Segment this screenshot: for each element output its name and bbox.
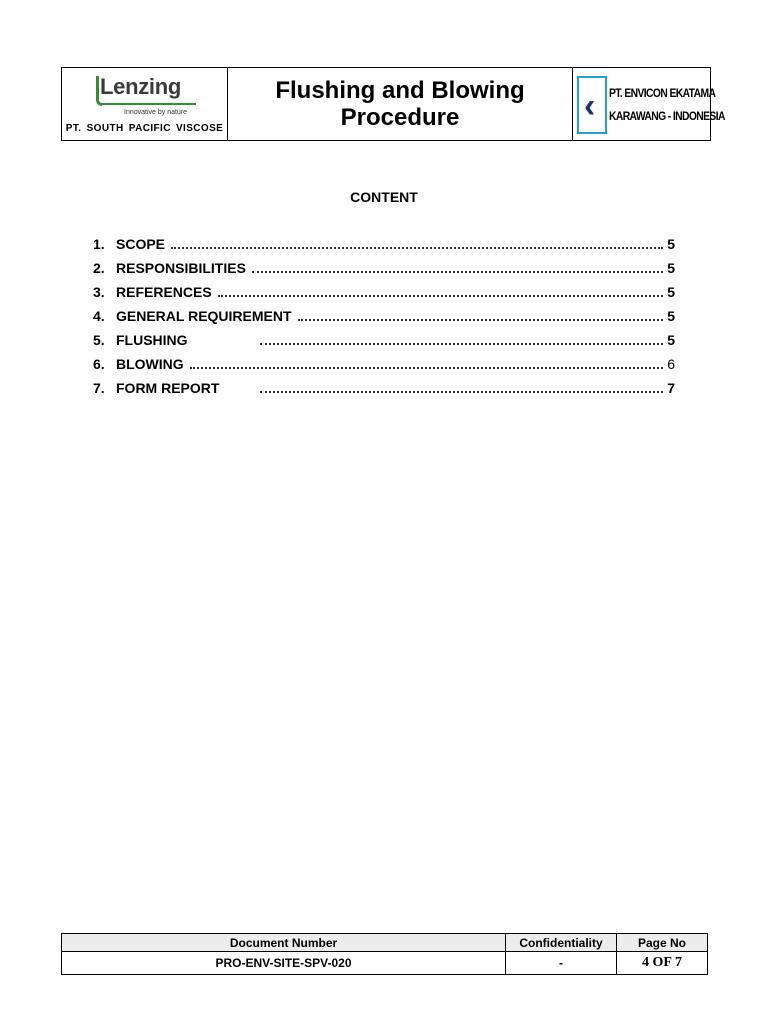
lenzing-logo: Lenzing bbox=[100, 74, 182, 99]
toc-leader bbox=[260, 341, 663, 345]
toc-leader bbox=[260, 389, 663, 393]
footer-header-row bbox=[62, 934, 708, 952]
content-heading: CONTENT bbox=[350, 189, 418, 205]
title-cell bbox=[228, 68, 573, 140]
document-number: PRO-ENV-SITE-SPV-020 bbox=[62, 952, 506, 975]
footer-value-row bbox=[62, 952, 708, 975]
toc-leader bbox=[171, 245, 663, 249]
toc-leader bbox=[218, 293, 663, 297]
spv-logo-cell bbox=[62, 68, 228, 140]
toc-page: 5 bbox=[667, 308, 675, 324]
toc-number: 4. bbox=[93, 308, 105, 324]
document-title: Flushing and Blowing Procedure bbox=[275, 77, 525, 131]
footer-col-document-number: Document Number bbox=[62, 934, 506, 952]
envicon-line-2: KARAWANG - INDONESIA bbox=[609, 109, 725, 123]
toc-leader bbox=[190, 365, 663, 369]
toc-item[interactable] bbox=[93, 308, 675, 332]
lenzing-logo-underline bbox=[102, 103, 196, 105]
toc-number: 3. bbox=[93, 284, 105, 300]
toc-page: 5 bbox=[667, 236, 675, 252]
toc-title: SCOPE bbox=[116, 236, 166, 252]
toc-title: GENERAL REQUIREMENT bbox=[116, 308, 292, 324]
toc-title: FLUSHING bbox=[116, 332, 188, 348]
footer-col-page-no: Page No bbox=[617, 934, 708, 952]
envicon-logo-mark bbox=[577, 76, 607, 134]
toc-title: BLOWING bbox=[116, 356, 184, 372]
toc-number: 7. bbox=[93, 380, 105, 396]
toc-page: 6 bbox=[667, 356, 675, 372]
toc-page: 5 bbox=[667, 284, 675, 300]
toc-page: 7 bbox=[667, 380, 675, 396]
confidentiality-value: - bbox=[506, 952, 617, 975]
toc-title: FORM REPORT bbox=[116, 380, 220, 396]
footer-col-confidentiality: Confidentiality bbox=[506, 934, 617, 952]
toc-number: 5. bbox=[93, 332, 105, 348]
toc-number: 6. bbox=[93, 356, 105, 372]
toc-item[interactable] bbox=[93, 236, 675, 260]
toc-item[interactable] bbox=[93, 284, 675, 308]
toc-number: 1. bbox=[93, 236, 105, 252]
document-header bbox=[61, 67, 725, 141]
envicon-logo-cell bbox=[573, 68, 725, 140]
toc-number: 2. bbox=[93, 260, 105, 276]
toc-item[interactable] bbox=[93, 332, 675, 356]
envicon-chevron-icon: ‹ bbox=[584, 87, 596, 125]
toc-title: REFERENCES bbox=[116, 284, 212, 300]
envicon-logo-text bbox=[609, 82, 725, 128]
toc-leader bbox=[298, 317, 663, 321]
company-caption: PT. SOUTH PACIFIC VISCOSE bbox=[65, 123, 224, 134]
toc-page: 5 bbox=[667, 260, 675, 276]
toc-item[interactable] bbox=[93, 380, 675, 404]
toc-title: RESPONSIBILITIES bbox=[116, 260, 246, 276]
toc-leader bbox=[252, 269, 663, 273]
toc-item[interactable] bbox=[93, 356, 675, 380]
toc-page: 5 bbox=[667, 332, 675, 348]
lenzing-tagline: Innovative by nature bbox=[124, 109, 188, 116]
toc-item[interactable] bbox=[93, 260, 675, 284]
page-number: 4 OF 7 bbox=[617, 952, 708, 975]
envicon-line-1: PT. ENVICON EKATAMA bbox=[609, 86, 716, 100]
document-footer bbox=[61, 933, 708, 975]
table-of-contents bbox=[93, 236, 675, 404]
